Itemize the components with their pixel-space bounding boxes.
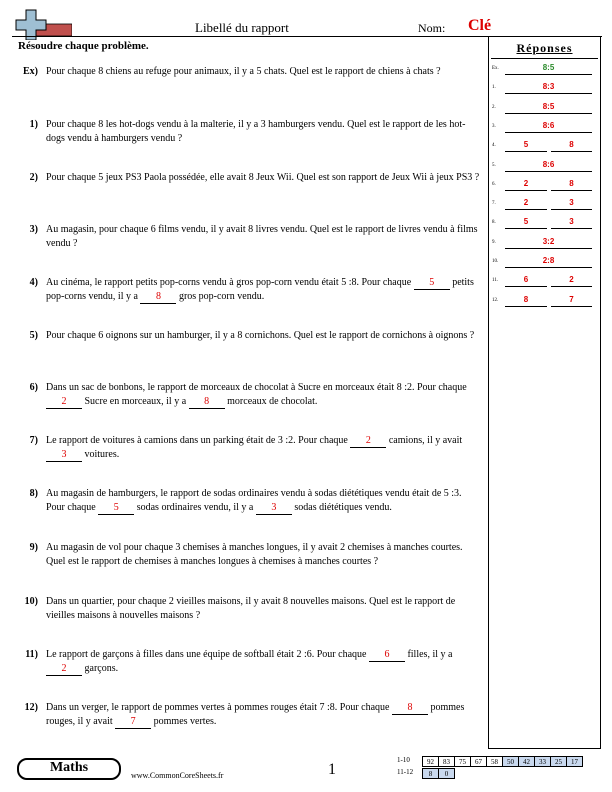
question-text: Pour chaque 8 chiens au refuge pour animaux, il y a 5 chats. Quel est le rapport de chiens à chats ? — [46, 66, 441, 77]
answer-value: 2:8 — [542, 256, 555, 265]
answer-number: 7. — [492, 201, 496, 207]
answer-blank[interactable]: 8 — [140, 291, 176, 304]
answer-value: 8 — [569, 140, 574, 150]
score-cell: 75 — [455, 757, 471, 767]
answer-blank[interactable]: 2 — [46, 396, 82, 409]
question-text: Au magasin, pour chaque 6 films vendu, il y avait 8 livres vendu. Quel est le rapport de livres vendu à films vendu ? — [46, 224, 478, 249]
question-text: Le rapport de voitures à camions dans un parking était de 3 :2. Pour chaque 2 camions, il y avait 3 voitures. — [46, 435, 463, 460]
answer-row — [491, 63, 599, 75]
question-number: 4) — [29, 277, 38, 288]
answer-blank[interactable]: 7 — [115, 716, 151, 729]
name-label: Nom: — [418, 21, 446, 35]
answer-number: 5. — [492, 162, 496, 168]
answer-row — [491, 237, 599, 249]
answer-blank[interactable]: 2 — [350, 435, 386, 448]
answer-row — [491, 160, 599, 172]
answer-number: 10. — [492, 259, 499, 264]
answers-divider — [491, 58, 598, 59]
answer-row — [491, 256, 599, 268]
question-text: Le rapport de garçons à filles dans une équipe de softball était 2 :6. Pour chaque 6 filles, il y a 2 garçons. — [46, 649, 453, 674]
answer-number: 2. — [492, 104, 496, 110]
answer-number: 3. — [492, 123, 496, 129]
score-cell: 8 — [423, 769, 439, 779]
answer-blank[interactable]: 8 — [189, 396, 225, 409]
answer-value: 5 — [523, 217, 529, 227]
question-number: 10) — [24, 596, 38, 607]
answer-number: 6. — [492, 181, 496, 187]
question-number: 5) — [29, 330, 38, 341]
question-number: 3) — [29, 224, 38, 235]
answer-number: 9. — [492, 239, 496, 245]
score-cell: 42 — [519, 757, 535, 767]
answer-row — [491, 217, 599, 229]
score-row-label: 11-12 — [397, 768, 414, 776]
answer-key-label: Clé — [468, 17, 492, 34]
answer-value: 3 — [569, 217, 574, 227]
answer-row — [491, 295, 599, 307]
answer-value: 3:2 — [542, 236, 555, 246]
answer-value: 8:3 — [542, 82, 555, 92]
score-cell: 0 — [439, 769, 455, 779]
answer-blank[interactable]: 3 — [256, 502, 292, 515]
score-table-row-1 — [422, 756, 583, 767]
page-title: Libellé du rapport — [195, 20, 289, 35]
score-cell: 58 — [487, 757, 503, 767]
answer-row — [491, 275, 599, 287]
answer-blank[interactable]: 5 — [98, 502, 134, 515]
answer-number: 4. — [492, 143, 496, 149]
answer-value: 2 — [523, 198, 529, 208]
answer-value: 5 — [523, 140, 529, 150]
page-number: 1 — [328, 761, 336, 778]
score-cell: 92 — [423, 757, 439, 767]
question-text: Au magasin de vol pour chaque 3 chemises à manches longues, il y avait 2 chemises à manches courtes. Quel est le rapport de chemises à manches longues à chemises à manches courtes ? — [46, 542, 463, 567]
answers-title: Réponses — [516, 41, 573, 55]
answer-row — [491, 102, 599, 114]
answer-row — [491, 121, 599, 133]
question-number: 1) — [29, 119, 38, 130]
answer-value: 8 — [523, 294, 529, 304]
answer-row — [491, 82, 599, 94]
answer-row — [491, 179, 599, 191]
question-text: Dans un verger, le rapport de pommes vertes à pommes rouges était 7 :8. Pour chaque 8 pommes rouges, il y avait 7 pommes vertes. — [46, 702, 465, 727]
answer-blank[interactable]: 5 — [414, 277, 450, 290]
question-number: 6) — [29, 382, 38, 393]
answer-row — [491, 198, 599, 210]
subject-label: Maths — [49, 760, 89, 775]
answer-blank[interactable]: 3 — [46, 449, 82, 462]
score-table-row-2 — [422, 768, 455, 779]
answer-value: 8:6 — [542, 120, 555, 130]
score-cell: 17 — [567, 757, 583, 767]
answer-value: 2 — [569, 275, 574, 285]
score-cell: 33 — [535, 757, 551, 767]
question-number: 7) — [29, 435, 38, 446]
question-text: Pour chaque 5 jeux PS3 Paola possédée, elle avait 8 Jeux Wii. Quel est son rapport de Jeux Wii à jeux PS3 ? — [46, 172, 480, 183]
question-number: 8) — [29, 488, 38, 499]
question-text: Au cinéma, le rapport petits pop-corns vendu à gros pop-corn vendu était 5 :8. Pour chaque 5 petits pop-corns vendu, il y a 8 gros pop-corn vendu. — [46, 277, 474, 302]
plus-logo-icon — [12, 6, 72, 40]
site-url: www.CommonCoreSheets.fr — [131, 771, 224, 780]
answer-number: 1. — [492, 85, 496, 91]
answer-value: 2 — [523, 178, 529, 188]
question-number: 9) — [29, 542, 38, 553]
answer-number: 8. — [492, 220, 496, 226]
answer-blank[interactable]: 8 — [392, 702, 428, 715]
answer-blank[interactable]: 2 — [46, 663, 82, 676]
answer-row — [491, 140, 599, 152]
answer-value: 8:5 — [542, 63, 555, 72]
question-text: Dans un sac de bonbons, le rapport de morceaux de chocolat à Sucre en morceaux était 8 :2. Pour chaque 2 Sucre en morceaux, il y a 8 morceaux de chocolat. — [46, 382, 467, 407]
answer-value: 8:5 — [542, 101, 555, 111]
answer-value: 6 — [523, 275, 529, 285]
answer-value: 7 — [569, 294, 574, 304]
instructions: Résoudre chaque problème. — [18, 40, 149, 52]
question-number: Ex) — [23, 66, 38, 77]
answer-value: 8:6 — [542, 159, 555, 169]
answer-number: 12. — [492, 297, 499, 303]
answer-value: 3 — [569, 198, 574, 208]
answer-number: Ex. — [492, 66, 499, 71]
question-text: Dans un quartier, pour chaque 2 vieilles maisons, il y avait 8 nouvelles maisons. Quel est le rapport de vieilles maisons à nouvelles maisons ? — [46, 596, 456, 621]
answer-number: 11. — [492, 278, 499, 284]
score-cell: 25 — [551, 757, 567, 767]
question-text: Pour chaque 6 oignons sur un hamburger, il y a 8 cornichons. Quel est le rapport de cornichons à oignons ? — [46, 330, 475, 341]
score-cell: 67 — [471, 757, 487, 767]
question-text: Au magasin de hamburgers, le rapport de sodas ordinaires vendu à sodas diététiques vendu était de 5 :3. Pour chaque 5 sodas ordinaires vendu, il y a 3 sodas diététiques vendu. — [46, 488, 462, 513]
question-text: Pour chaque 8 les hot-dogs vendu à la malterie, il y a 3 hamburgers vendu. Quel est le rapport de les hot-dogs vendu à hamburgers vendu ? — [46, 119, 466, 144]
question-number: 2) — [29, 172, 38, 183]
score-cell: 83 — [439, 757, 455, 767]
question-number: 12) — [24, 702, 38, 713]
question-number: 11) — [25, 649, 38, 660]
score-cell: 50 — [503, 757, 519, 767]
score-row-label: 1-10 — [397, 756, 410, 764]
answer-value: 8 — [569, 178, 574, 188]
answer-blank[interactable]: 6 — [369, 649, 405, 662]
